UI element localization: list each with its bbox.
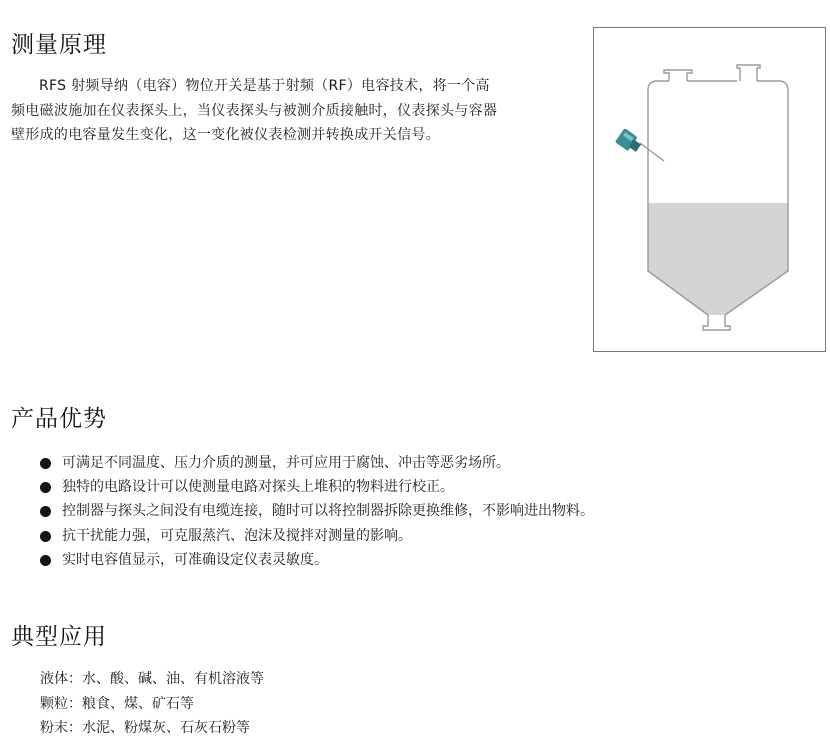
advantage-item: 控制器与探头之间没有电缆连接，随时可以将控制器拆除更换维修，不影响进出物料。 [40,499,594,523]
applications-title: 典型应用 [11,624,107,650]
advantage-item: 实时电容值显示，可准确设定仪表灵敏度。 [40,548,594,572]
application-item: 粉末：水泥、粉煤灰、石灰石粉等 [40,720,250,736]
advantages-list [40,451,594,572]
application-item: 液体：水、酸、碱、油、有机溶液等 [40,671,264,687]
bullet-icon [40,555,51,566]
advantages-title: 产品优势 [11,406,107,432]
applications-list [40,667,264,741]
bullet-icon [40,458,51,469]
material-fill [648,203,788,315]
silo-illustration [594,28,827,353]
application-item: 颗粒：粮食、煤、矿石等 [40,695,194,712]
advantage-item: 独特的电路设计可以使测量电路对探头上堆积的物料进行校正。 [40,475,594,499]
top-nozzle-right [737,65,760,81]
silo-diagram [593,27,826,352]
level-switch-sensor [615,128,644,155]
principle-title: 测量原理 [11,32,107,58]
advantage-item: 抗干扰能力强，可克服蒸汽、泡沫及搅拌对测量的影响。 [40,524,594,548]
bullet-icon [40,531,51,542]
advantage-item: 可满足不同温度、压力介质的测量，并可应用于腐蚀、冲击等恶劣场所。 [40,451,594,475]
principle-text: RFS 射频导纳（电容）物位开关是基于射频（RF）电容技术，将一个高频电磁波施加在仪表探头上，当仪表探头与被测介质接触时，仪表探头与容器壁形成的电容量发生变化，这一变化被仪表检测并转换成开关信号。 [11,78,498,143]
bullet-icon [40,482,51,493]
top-nozzle-left [664,70,692,81]
probe-rod [640,143,664,161]
bullet-icon [40,506,51,517]
bottom-outlet [703,315,730,330]
